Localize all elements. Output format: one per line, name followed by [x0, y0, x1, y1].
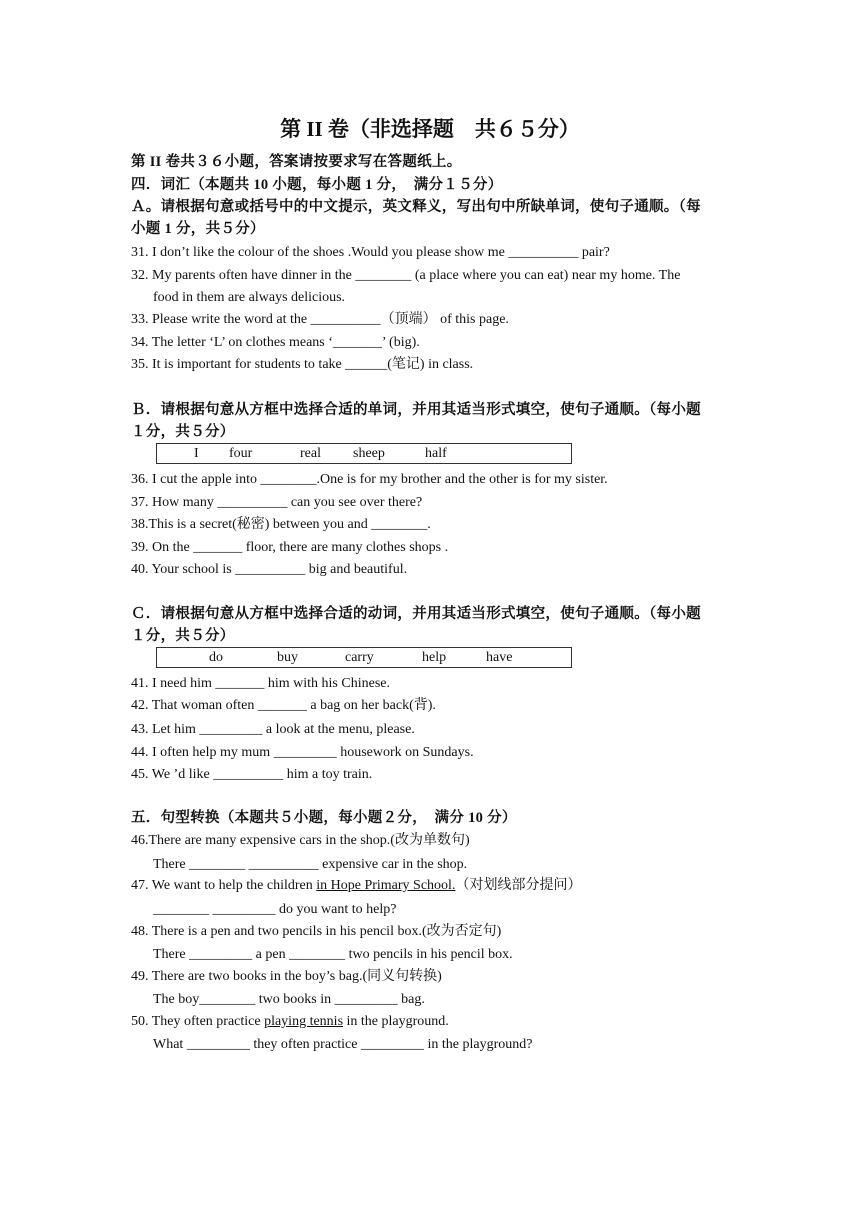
question-36: 36. I cut the apple into ________.One is for my brother and the other is for my sister. — [131, 472, 608, 487]
question-47-line2: ________ _________ do you want to help? — [153, 902, 397, 917]
question-47-text: 47. We want to help the children — [131, 878, 317, 893]
section4-heading: 四．词汇（本题共 10 小题，每小题 1 分， 满分１５分） — [131, 177, 503, 193]
word-box-item: sheep — [353, 446, 385, 461]
partC-word-box — [156, 647, 572, 668]
word-box-item: help — [422, 650, 447, 665]
partC-instruction-2: １分，共５分） — [131, 628, 235, 644]
question-37: 37. How many __________ can you see over there? — [131, 495, 423, 510]
question-48-line1: 48. There is a pen and two pencils in his pencil box.(改为否定句) — [131, 924, 502, 939]
question-50-text: 50. They often practice — [131, 1014, 265, 1029]
word-box-item: do — [209, 650, 223, 665]
question-47-line1 — [131, 877, 581, 895]
word-box-item: I — [194, 446, 199, 461]
word-box-item: buy — [277, 650, 298, 665]
question-38: 38.This is a secret(秘密) between you and ________. — [131, 517, 431, 532]
intro-text: 第 II 卷共３６小题，答案请按要求写在答题纸上。 — [131, 154, 462, 170]
question-41: 41. I need him _______ him with his Chinese. — [131, 676, 390, 691]
question-45: 45. We ’d like __________ him a toy train. — [131, 767, 373, 782]
section5-heading: 五．句型转换（本题共５小题，每小题２分， 满分 10 分） — [131, 810, 517, 826]
question-49-line2: The boy________ two books in _________ bag. — [153, 992, 425, 1007]
page-title: 第 II 卷（非选择题 共６５分） — [280, 117, 580, 141]
partB-word-box — [156, 443, 572, 464]
question-50-text-end: in the playground. — [343, 1014, 449, 1029]
word-box-item: have — [486, 650, 513, 665]
question-32-line1: 32. My parents often have dinner in the ________ (a place where you can eat) near my home. The — [131, 268, 681, 283]
question-48-line2: There _________ a pen ________ two pencils in his pencil box. — [153, 947, 513, 962]
question-34: 34. The letter ‘L’ on clothes means ‘_______’ (big). — [131, 335, 420, 350]
partB-instruction-1: Ｂ．请根据句意从方框中选择合适的单词，并用其适当形式填空，使句子通顺。（每小题 — [131, 402, 701, 418]
word-box-item: carry — [345, 650, 374, 665]
question-50-underlined: playing tennis — [264, 1014, 344, 1029]
question-43: 43. Let him _________ a look at the menu, please. — [131, 722, 415, 737]
question-47-instruction: （对划线部分提问） — [455, 878, 582, 893]
question-46-line1: 46.There are many expensive cars in the shop.(改为单数句) — [131, 833, 470, 848]
partA-instruction-1: Ａ。请根据句意或括号中的中文提示，英文释义，写出句中所缺单词，使句子通顺。（每 — [131, 199, 701, 215]
question-31: 31. I don’t like the colour of the shoes .Would you please show me __________ pair? — [131, 245, 610, 260]
question-42: 42. That woman often _______ a bag on her back(背). — [131, 698, 436, 713]
word-box-item: four — [229, 446, 253, 461]
question-35: 35. It is important for students to take ______(笔记) in class. — [131, 357, 474, 372]
question-46-line2: There ________ __________ expensive car in the shop. — [153, 857, 468, 872]
question-50-line2: What _________ they often practice _________ in the playground? — [153, 1037, 533, 1052]
question-33: 33. Please write the word at the __________（顶端） of this page. — [131, 312, 509, 327]
partA-instruction-2: 小题 1 分，共５分） — [131, 221, 265, 237]
question-44: 44. I often help my mum _________ housework on Sundays. — [131, 745, 474, 760]
question-49-line1: 49. There are two books in the boy’s bag.(同义句转换) — [131, 969, 442, 984]
partC-instruction-1: Ｃ．请根据句意从方框中选择合适的动词，并用其适当形式填空，使句子通顺。（每小题 — [131, 606, 701, 622]
partB-instruction-2: １分，共５分） — [131, 424, 235, 440]
question-39: 39. On the _______ floor, there are many clothes shops . — [131, 540, 449, 555]
word-box-item: half — [425, 446, 447, 461]
question-50-line1 — [131, 1013, 449, 1031]
question-40: 40. Your school is __________ big and beautiful. — [131, 562, 408, 577]
word-box-item: real — [300, 446, 321, 461]
question-47-underlined: in Hope Primary School. — [316, 878, 456, 893]
question-32-line2: food in them are always delicious. — [153, 290, 346, 305]
